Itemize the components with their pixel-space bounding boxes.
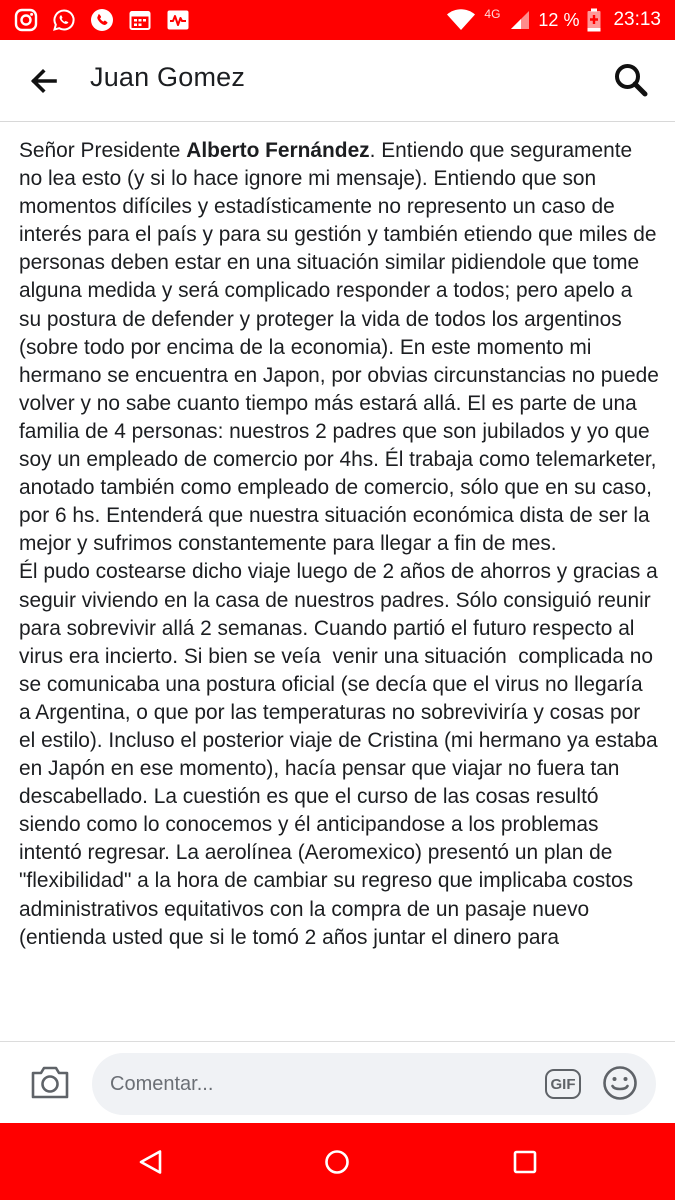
notification-icons [14, 8, 190, 32]
comment-bar [0, 1041, 675, 1123]
page-title: Juan Gomez [90, 62, 246, 92]
wifi-icon [446, 8, 476, 32]
back-arrow-icon [28, 66, 58, 96]
nav-back-button[interactable] [138, 1149, 164, 1175]
system-nav-bar [0, 1123, 675, 1200]
app-header [0, 40, 675, 122]
activity-icon [166, 8, 190, 32]
camera-button[interactable] [30, 1064, 70, 1100]
signal-icon [508, 8, 530, 32]
battery-percent: 12 % [538, 9, 580, 30]
salutation: Señor Presidente [19, 139, 187, 162]
calendar-icon [128, 8, 152, 32]
network-type: 4G [484, 7, 501, 21]
nav-home-icon [324, 1149, 350, 1175]
post-text [19, 137, 665, 1037]
clock: 23:13 [613, 9, 661, 30]
addressee-name: Alberto Fernández [186, 139, 370, 162]
gif-button[interactable]: GIF [545, 1069, 581, 1099]
instagram-icon [14, 8, 38, 32]
search-icon [613, 62, 649, 98]
post-paragraph-2: Él pudo costearse dicho viaje luego de 2 años de ahorros y gracias a seguir viviendo en la casa de nuestros padres. Sólo consiguió reunir para sobrevivir allá 2 semanas. Cuando partió el futuro respecto al virus era incierto. Si bien se veía venir una situación complicada no se comunicaba una postura oficial (se decía que el virus no llegaría a Argentina, o que por las temperaturas no sobreviviría y cosas por el estilo). Incluso el posterior viaje de Cristina (mi hermano ya estaba en Japón en ese momento), hacía pensar que viajar no fuera tan descabellado. La cuestión es que el curso de las cosas resultó siendo como lo conocemos y él anticipandose a los problemas intentó regresar. La aerolínea (Aeromexico) presentó un plan de "flexibilidad" a la hora de cambiar su regreso que implicaba costos administrativos equitativos con la compra de un pasaje nuevo (entienda usted que si le tomó 2 años juntar el dinero para [19, 560, 664, 949]
nav-recents-button[interactable] [512, 1149, 538, 1175]
search-button[interactable] [613, 62, 649, 98]
system-status [446, 8, 661, 32]
whatsapp-icon [52, 8, 76, 32]
battery-charging-icon [587, 8, 601, 32]
emoji-icon [602, 1065, 638, 1101]
emoji-button[interactable] [602, 1065, 638, 1101]
nav-recents-icon [512, 1149, 538, 1175]
back-button[interactable] [28, 66, 58, 96]
status-bar [0, 0, 675, 40]
phone-icon [90, 8, 114, 32]
camera-icon [30, 1064, 70, 1100]
nav-home-button[interactable] [324, 1149, 350, 1175]
nav-back-icon [138, 1149, 164, 1175]
paragraph-1-text: . Entiendo que seguramente no lea esto (y si lo hace ignore mi mensaje). Entiendo que son momentos difíciles y estadísticamente no represento un caso de interés para el país y para su gestión y también etiendo que miles de personas deben estar en una situación similar pidiendole que tome alguna medida y será complicado responder a todos; pero apelo a su postura de defender y proteger la vida de todos los argentinos (sobre todo por encima de la economia). En este momento mi hermano se encuentra en Japon, por obvias circunstancias no puede volver y no sabe cuanto tiempo más estará allá. El es parte de una familia de 4 personas: nuestros 2 padres que son jubilados y yo que soy un empleado de comercio por 4hs. Él trabaja como telemarketer, anotado también como empleado de comercio, sólo que en su caso, por 6 hs. Entenderá que nuestra situación económica dista de ser la mejor y sufrimos constantemente para llegar a fin de mes. [19, 139, 665, 556]
post-paragraph-1 [19, 137, 665, 558]
